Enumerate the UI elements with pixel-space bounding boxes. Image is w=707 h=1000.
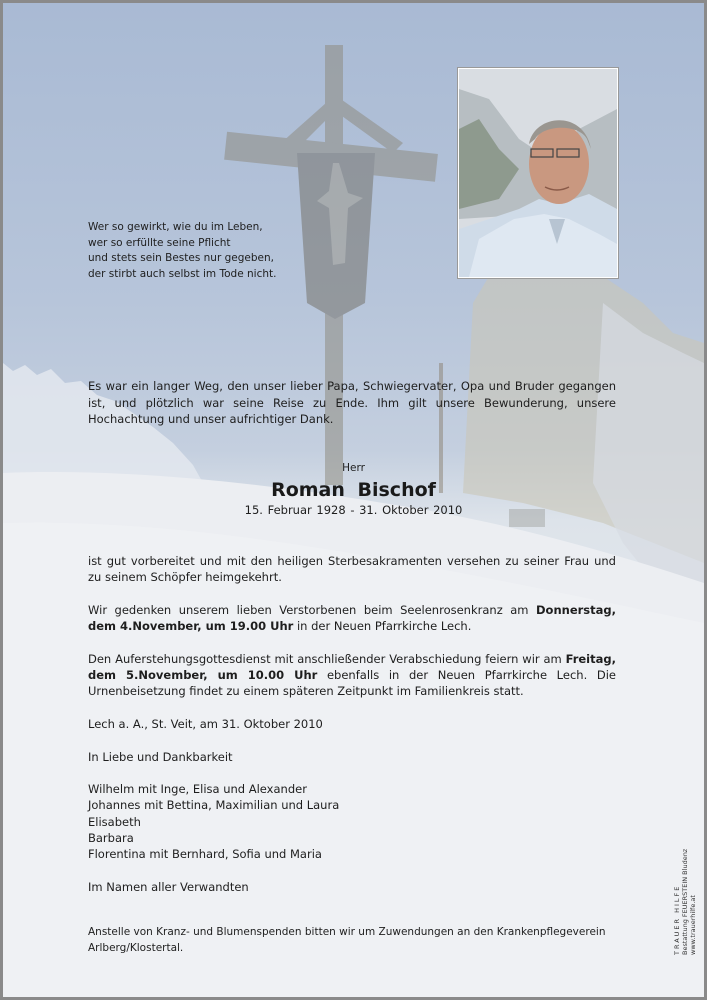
rosary-paragraph: Wir gedenken unserem lieben Verstorbenen beim Seelenrosenkranz am Donnerstag, dem 4.November, um 19.00 Uhr in der Neuen Pfarrkirche Lech. [88, 602, 616, 634]
donation-note: Anstelle von Kranz- und Blumenspenden bitten wir um Zuwendungen an den Krankenpflegeverein Arlberg/Klostertal. [88, 926, 606, 954]
funeral-paragraph: Den Auferstehungsgottesdienst mit anschließender Verabschiedung feiern wir am Freitag, dem 5.November, um 10.00 Uhr ebenfalls in der Neuen Pfarrkirche Lech. Die Urnenbeisetzung findet zu einem späteren Zeitpunkt im Familienkreis statt. [88, 651, 617, 699]
poem-line: der stirbt auch selbst im Tode nicht. [88, 267, 277, 280]
mourner: Barbara [88, 831, 134, 846]
rosary-date: Donnerstag, dem 4.November, um 19.00 Uhr [88, 602, 616, 634]
deceased-title: Herr [342, 462, 365, 474]
brand-url: www.trauerhilfe.at [689, 895, 697, 955]
obituary-body [88, 553, 616, 912]
mourner: Johannes mit Bettina, Maximilian und Laura [88, 798, 340, 813]
funeral-date: Freitag, dem 5.November, um 10.00 Uhr [88, 651, 616, 683]
poem-line: Wer so gewirkt, wie du im Leben, [88, 221, 263, 233]
homecoming-paragraph: ist gut vorbereitet und mit den heiligen Sterbesakramenten versehen zu seiner Frau und zu seinem Schöpfer heimgekehrt. [88, 554, 616, 585]
poem-line: wer so erfüllte seine Pflicht [88, 236, 231, 249]
intro-text: Es war ein langer Weg, den unser lieber Papa, Schwiegervater, Opa und Bruder gegangen ist, und plötzlich war seine Reise zu Ende. Ihm gilt unsere Bewunderung, unsere Hochachtung und unser aufrichtiger Dank. [88, 379, 616, 426]
relatives-line: Im Namen aller Verwandten [88, 879, 249, 894]
memorial-poem [88, 220, 276, 282]
mourners-list [88, 781, 616, 862]
funeral-home-imprint [673, 849, 697, 955]
brand-name: Bestattung FEUERSTEIN Bludenz [681, 848, 689, 955]
greeting: In Liebe und Dankbarkeit [88, 749, 233, 764]
portrait-photo [458, 68, 618, 278]
brand-tag: TRAUER HILFE [673, 884, 681, 955]
mourner: Florentina mit Bernhard, Sofia und Maria [88, 847, 322, 862]
mourner: Wilhelm mit Inge, Elisa und Alexander [88, 782, 307, 797]
place-date: Lech a. A., St. Veit, am 31. Oktober 2010 [88, 716, 323, 731]
mourner: Elisabeth [88, 814, 141, 829]
deceased-name: Roman Bischof [271, 479, 436, 501]
poem-line: und stets sein Bestes nur gegeben, [88, 252, 274, 264]
life-dates: 15. Februar 1928 - 31. Oktober 2010 [244, 503, 463, 517]
